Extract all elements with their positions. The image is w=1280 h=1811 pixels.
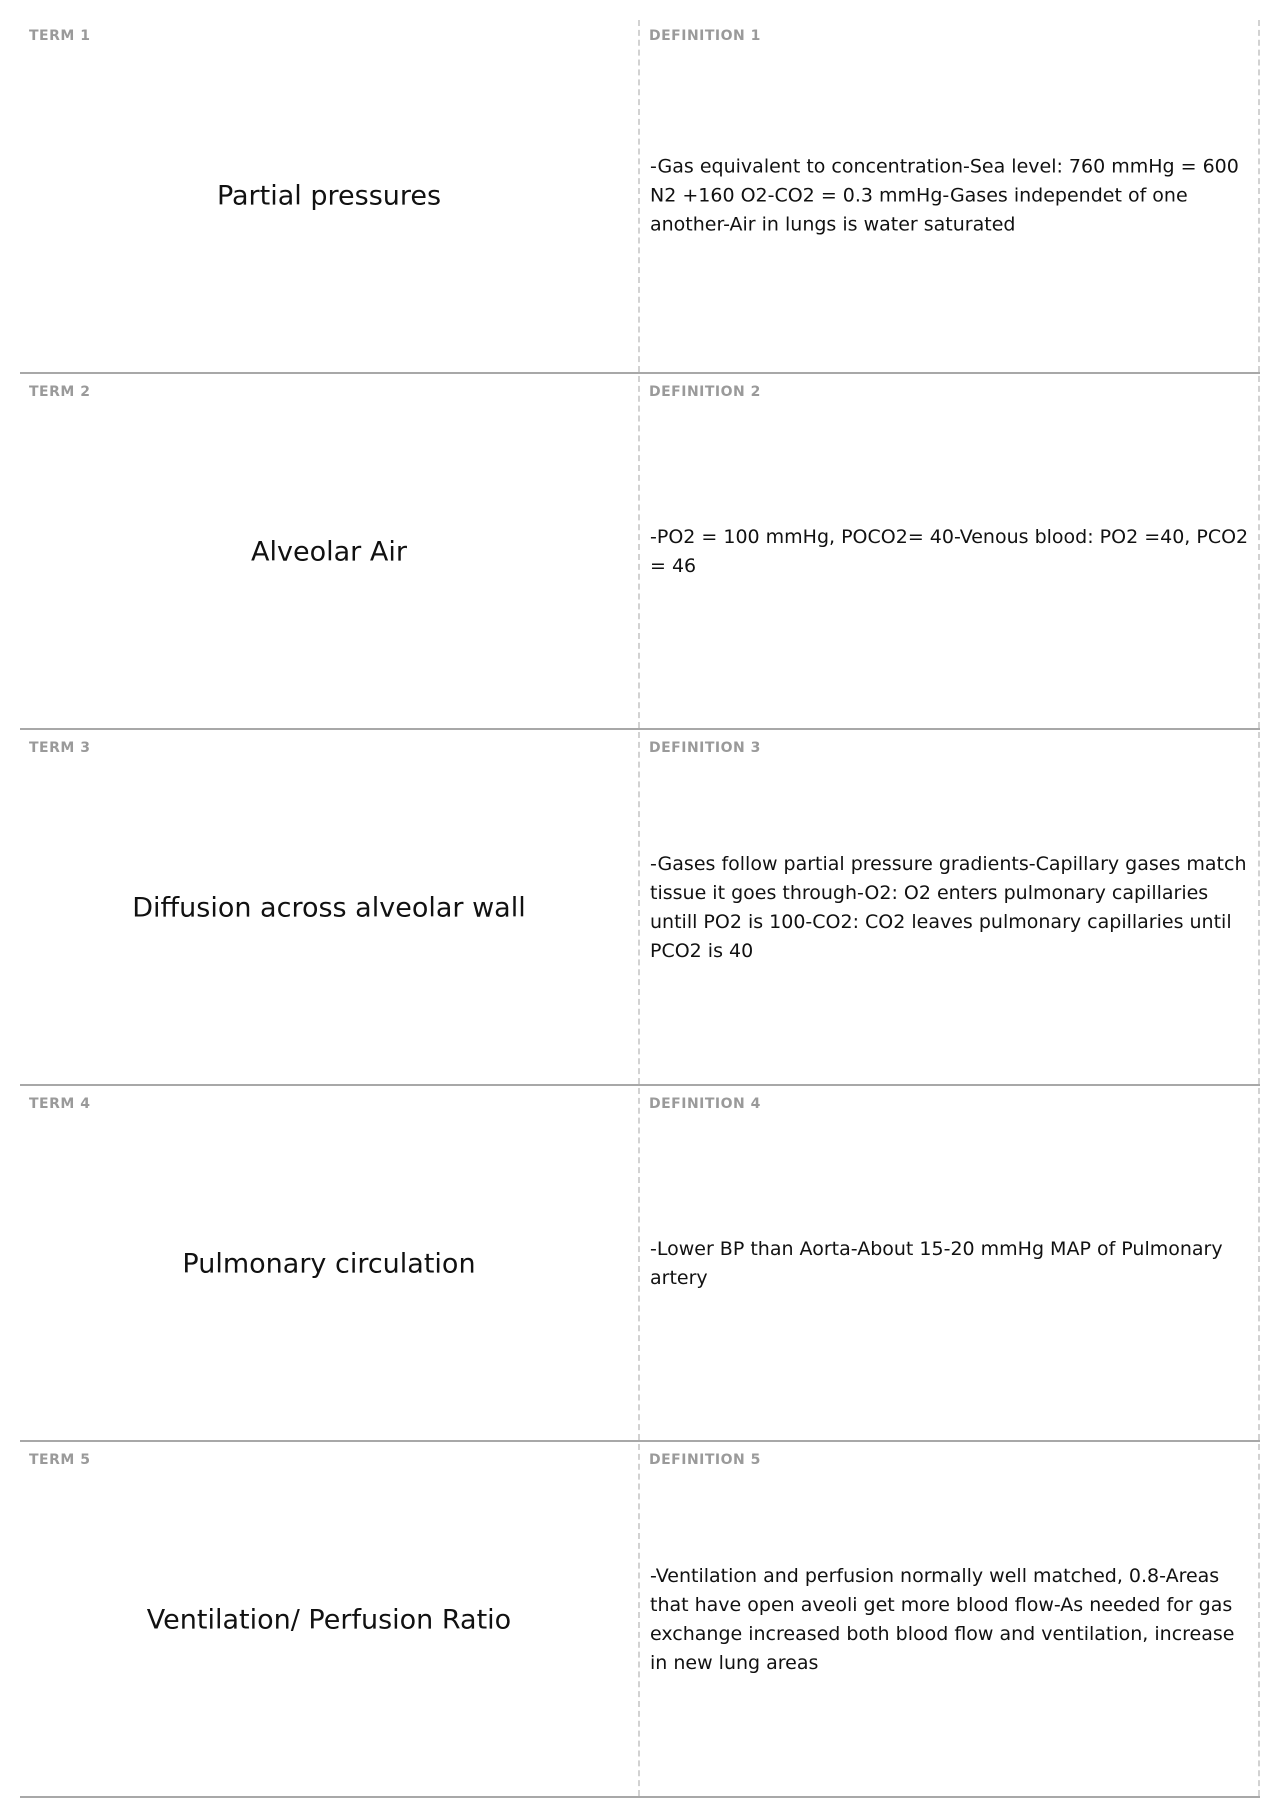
term-label: TERM 5: [29, 1452, 91, 1468]
term-cell: [20, 376, 640, 728]
definition-cell: [640, 376, 1260, 728]
definition-text: -PO2 = 100 mmHg, POCO2= 40-Venous blood: PO2 =40, PCO2 = 46: [650, 526, 1249, 577]
term-cell: [20, 1088, 640, 1440]
term-label: TERM 2: [29, 384, 91, 400]
definition-cell: [640, 1444, 1260, 1796]
term-label: TERM 3: [29, 740, 91, 756]
term-cell: [20, 1444, 640, 1796]
definition-label: DEFINITION 1: [649, 28, 761, 44]
term-text: Alveolar Air: [251, 536, 407, 568]
term-label: TERM 1: [29, 28, 91, 44]
definition-text: -Gases follow partial pressure gradients-Capillary gases match tissue it goes through-O2: O2 enters pulmonary capillaries untill PO2 is 100-CO2: CO2 leaves pulmonary capillaries until PCO2 is 40: [650, 853, 1247, 962]
flashcard-row-1: [20, 20, 1260, 374]
term-text: Pulmonary circulation: [182, 1248, 476, 1280]
flashcard-row-2: [20, 376, 1260, 730]
term-label: TERM 4: [29, 1096, 91, 1112]
term-text: Diffusion across alveolar wall: [132, 892, 526, 924]
term-cell: [20, 732, 640, 1084]
definition-label: DEFINITION 3: [649, 740, 761, 756]
flashcard-row-5: [20, 1444, 1260, 1798]
flashcard-sheet: [20, 20, 1260, 1800]
definition-text: -Lower BP than Aorta-About 15-20 mmHg MAP of Pulmonary artery: [650, 1238, 1223, 1289]
flashcard-row-3: [20, 732, 1260, 1086]
definition-label: DEFINITION 4: [649, 1096, 761, 1112]
term-cell: [20, 20, 640, 372]
definition-text: -Gas equivalent to concentration-Sea level: 760 mmHg = 600 N2 +160 O2-CO2 = 0.3 mmHg-Gases independet of one another-Air in lungs is water saturated: [650, 155, 1239, 236]
definition-cell: [640, 20, 1260, 372]
definition-text: -Ventilation and perfusion normally well matched, 0.8-Areas that have open aveoli get more blood flow-As needed for gas exchange increased both blood flow and ventilation, increase in new lung areas: [650, 1565, 1235, 1674]
definition-cell: [640, 1088, 1260, 1440]
term-text: Ventilation/ Perfusion Ratio: [146, 1604, 512, 1636]
definition-label: DEFINITION 2: [649, 384, 761, 400]
flashcard-row-4: [20, 1088, 1260, 1442]
definition-cell: [640, 732, 1260, 1084]
term-text: Partial pressures: [216, 180, 442, 212]
definition-label: DEFINITION 5: [649, 1452, 761, 1468]
